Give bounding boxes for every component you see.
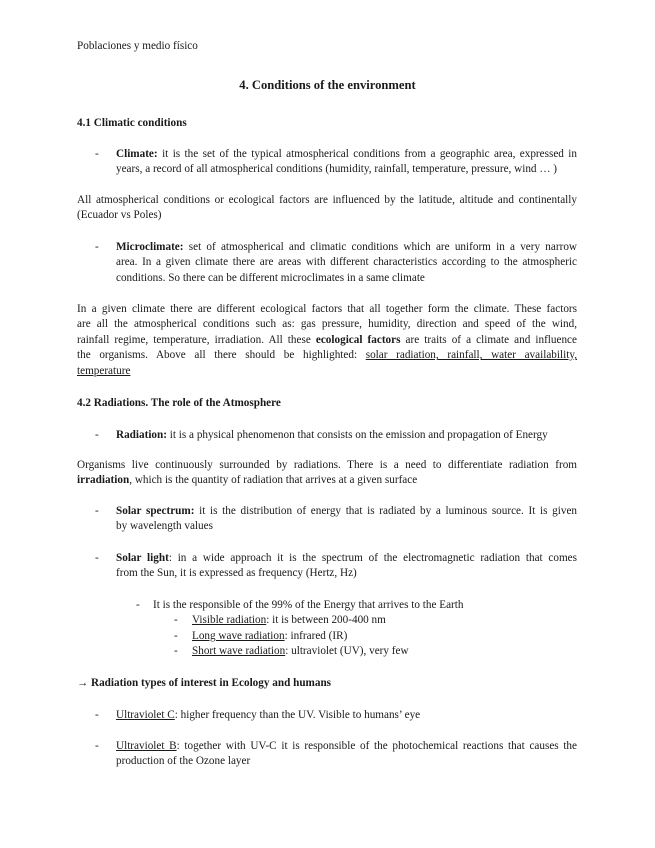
highlighted-factors: solar radiation, rainfall, water availability, — [365, 349, 577, 362]
section-heading-radiation-types: → Radiation types of interest in Ecology and humans — [77, 677, 332, 689]
bullet-dash: - — [95, 148, 99, 160]
microclimate-definition — [116, 240, 577, 286]
bullet-dash: - — [95, 552, 99, 564]
para2-line-1: In a given climate there are different ecological factors that all together form the climate. These factors — [77, 303, 577, 315]
paragraph-irradiation — [77, 458, 577, 489]
light-line-2: from the Sun, it is expressed as frequency (Hertz, Hz) — [116, 567, 357, 580]
uvb-line-2: production of the Ozone layer — [116, 755, 251, 768]
bullet-dash: - — [174, 614, 178, 626]
para1-line-2: (Ecuador vs Poles) — [77, 209, 162, 222]
solar-light-definition — [116, 551, 577, 582]
uvb-item — [116, 739, 577, 770]
bullet-dash: - — [95, 709, 99, 721]
climate-line-1: it is the set of the typical atmospherical conditions from a geographic area, expressed in — [162, 148, 578, 160]
long-wave-item — [192, 629, 347, 644]
visible-radiation-term: Visible radiation — [192, 614, 267, 626]
bullet-dash: - — [174, 630, 178, 642]
spectrum-line-1: it is the distribution of energy that is radiated by a luminous source. It is given — [199, 505, 578, 517]
paragraph-ecological-factors — [77, 302, 577, 379]
climate-definition — [116, 147, 577, 178]
short-wave-term: Short wave radiation — [192, 645, 286, 657]
climate-term: Climate: — [116, 148, 158, 160]
energy-share-item: It is the responsible of the 99% of the Energy that arrives to the Earth — [153, 599, 464, 611]
bullet-dash: - — [95, 505, 99, 517]
bullet-dash: - — [95, 740, 99, 752]
short-wave-text: : ultraviolet (UV), very few — [285, 645, 409, 657]
radiation-definition — [116, 428, 577, 443]
long-wave-text: : infrared (IR) — [284, 630, 348, 642]
para3-line-1: Organisms live continuously surrounded by radiations. There is a need to differentiate radiation from — [77, 459, 577, 471]
visible-radiation-item — [192, 613, 386, 628]
uvc-term: Ultraviolet C — [116, 709, 175, 721]
para3-line-2: , which is the quantity of radiation that arrives at a given surface — [129, 474, 418, 487]
para2-line-5: temperature — [77, 364, 131, 377]
uvc-item — [116, 708, 577, 723]
micro-line-3: conditions. So there can be different microclimates in a same climate — [116, 271, 425, 284]
para2-line-2: are all the atmospherical conditions such as: gas pressure, humidity, direction and speed of the wind, — [77, 318, 577, 331]
radiation-text: it is a physical phenomenon that consists on the emission and propagation of Energy — [169, 429, 548, 441]
uvc-text: : higher frequency than the UV. Visible to humans’ eye — [174, 709, 421, 721]
uvb-line-1: : together with UV-C it is responsible of the photochemical reactions that causes the — [176, 740, 577, 752]
bullet-dash: - — [136, 599, 140, 611]
micro-line-2: area. In a given climate there are areas with different characteristics according to the atmospheric — [116, 256, 577, 269]
section-heading-4-2: 4.2 Radiations. The role of the Atmosphere — [77, 397, 281, 409]
climate-line-2: years, a record of all atmospherical conditions (humidity, rainfall, temperature, pressure, wind … ) — [116, 163, 558, 176]
ecological-factors-term: ecological factors — [315, 333, 401, 346]
irradiation-term: irradiation — [77, 474, 130, 487]
paragraph-influences — [77, 193, 577, 224]
para2-line-4a: the organisms. Above all there should be highlighted: — [77, 349, 358, 362]
solar-spectrum-term: Solar spectrum: — [116, 505, 195, 517]
page-title: 4. Conditions of the environment — [239, 78, 416, 92]
uvb-term: Ultraviolet B — [116, 740, 177, 752]
para2-line-3c: are traits of a climate and influence — [405, 333, 577, 346]
para1-line-1: All atmospherical conditions or ecological factors are influenced by the latitude, altitude and continentally — [77, 194, 577, 206]
radiation-term: Radiation: — [116, 429, 167, 441]
short-wave-item — [192, 644, 409, 659]
bullet-dash: - — [95, 429, 99, 441]
visible-radiation-text: : it is between 200-400 nm — [266, 614, 386, 626]
solar-light-term: Solar light — [116, 552, 169, 564]
running-header: Poblaciones y medio físico — [77, 40, 198, 52]
bullet-dash: - — [174, 645, 178, 657]
long-wave-term: Long wave radiation — [192, 630, 285, 642]
micro-line-1: set of atmospherical and climatic conditions which are uniform in a very narrow — [188, 241, 577, 253]
para2-line-3a: rainfall regime, temperature, irradiation. All these — [77, 333, 311, 346]
spectrum-line-2: by wavelength values — [116, 520, 213, 533]
light-line-1: : in a wide approach it is the spectrum of the electromagnetic radiation that comes — [168, 552, 577, 564]
microclimate-term: Microclimate: — [116, 241, 184, 253]
solar-spectrum-definition — [116, 504, 577, 535]
bullet-dash: - — [95, 241, 99, 253]
section-heading-4-1: 4.1 Climatic conditions — [77, 117, 187, 129]
